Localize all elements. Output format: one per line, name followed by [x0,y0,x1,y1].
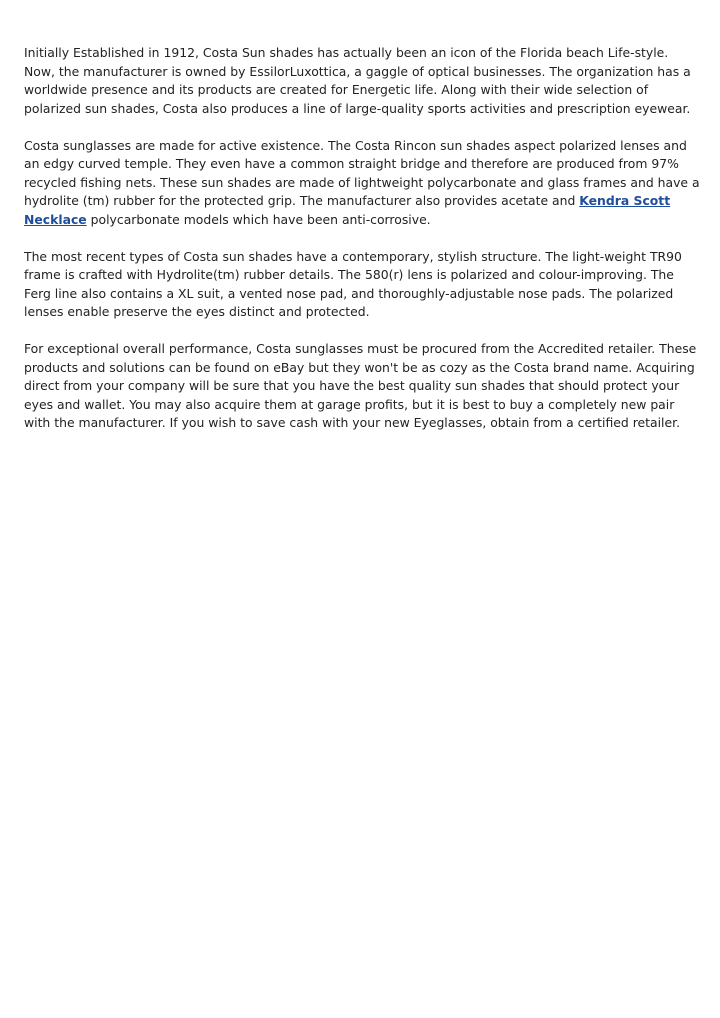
paragraph-text-after-link: polycarbonate models which have been anti-corrosive. [86,211,431,227]
paragraph-active-existence [24,137,700,230]
article-body [24,44,700,451]
paragraph-recent-types: The most recent types of Costa sun shades have a contemporary, stylish structure. The light-weight TR90 frame is crafted with Hydrolite(tm) rubber details. The 580(r) lens is polarized and colour-improving. The Ferg line also contains a XL suit, a vented nose pad, and thoroughly-adjustable nose pads. The polarized lenses enable preserve the eyes distinct and protected. [24,248,682,319]
paragraph-text-before-link: Costa sunglasses are made for active existence. The Costa Rincon sun shades aspect polarized lenses and an edgy curved temple. They even have a common straight bridge and therefore are produced from 97% recycled fishing nets. These sun shades are made of lightweight polycarbonate and glass frames and have a hydrolite (tm) rubber for the protected grip. The manufacturer also provides acetate and [24,137,700,208]
kendra-scott-necklace-link[interactable]: Kendra Scott Necklace [24,193,671,227]
paragraph-history: Initially Established in 1912, Costa Sun shades has actually been an icon of the Florida beach Life-style. Now, the manufacturer is owned by EssilorLuxottica, a gaggle of optical businesses. The organization has a worldwide presence and its products are created for Energetic life. Along with their wide selection of polarized sun shades, Costa also produces a line of large-quality sports activities and prescription eyewear. [24,45,691,116]
paragraph-overall-performance: For exceptional overall performance, Costa sunglasses must be procured from the Accredited retailer. These products and solutions can be found on eBay but they won't be as cozy as the Costa brand name. Acquiring direct from your company will be sure that you have the best quality sun shades that should protect your eyes and wallet. You may also acquire them at garage profits, but it is best to buy a completely new pair with the manufacturer. If you wish to save cash with your new Eyeglasses, obtain from a certified retailer. [24,341,697,430]
